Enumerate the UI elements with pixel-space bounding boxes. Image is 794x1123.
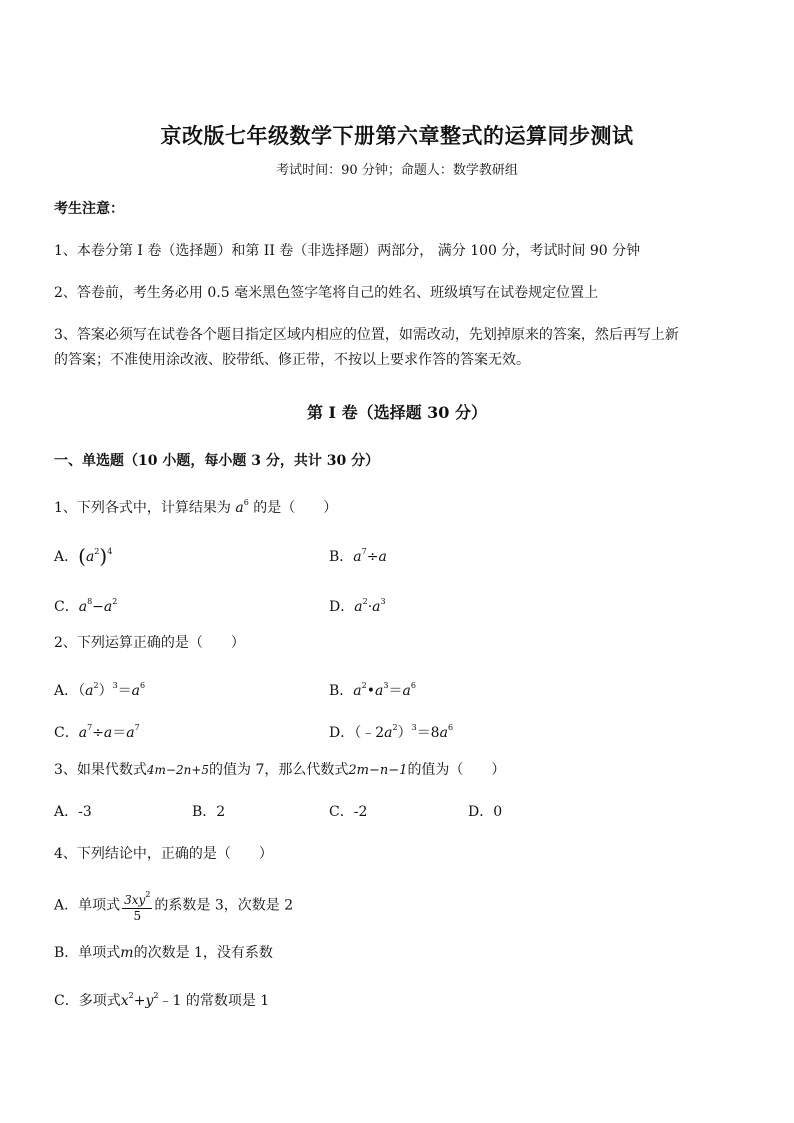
question-1-option-d[interactable]: D．$a^2\cdot a^3$: [329, 597, 386, 615]
exam-info: 考试时间：90 分钟；命题人：数学教研组: [276, 163, 518, 178]
question-4-stem: 4、下列结论中，正确的是（ ）: [54, 846, 273, 862]
fraction: $\frac{3xy^2}{5}$: [122, 887, 152, 924]
question-2-option-b[interactable]: B．$a^2•a^3=a^6$: [329, 681, 416, 699]
question-1-stem: 1、下列各式中，计算结果为 $a^6$ 的是（ ）: [54, 498, 338, 516]
question-1-option-b[interactable]: B．$a^7\div a$: [329, 547, 387, 565]
question-3-option-d[interactable]: D．0: [468, 804, 503, 820]
question-4-option-a[interactable]: A．单项式 $\frac{3xy^2}{5}$ 的系数是 3，次数是 2: [54, 887, 293, 924]
notice-item-1: 1、本卷分第 I 卷（选择题）和第 II 卷（非选择题）两部分， 满分 100 分，考试时间 90 分钟: [54, 243, 641, 259]
question-2-option-d[interactable]: D．$(﹣2a^2)^3=8a^6$: [329, 723, 454, 741]
question-2-option-c[interactable]: C．$a^7\div a=a^7$: [54, 723, 140, 741]
question-1-option-a[interactable]: A．$(a^2)^4$: [54, 544, 113, 568]
question-3-option-a[interactable]: A．-3: [54, 804, 92, 820]
notice-heading: 考生注意：: [54, 201, 124, 217]
question-1-option-c[interactable]: C．$a^8-a^2$: [54, 597, 118, 615]
notice-item-3-cont: 的答案；不准使用涂改液、胶带纸、修正带，不按以上要求作答的答案无效。: [54, 352, 530, 368]
part-heading: 一、单选题（10 小题，每小题 3 分，共计 30 分）: [54, 453, 380, 469]
question-2-option-a[interactable]: A．$(a^2)^3=a^6$: [54, 681, 146, 699]
notice-item-2: 2、答卷前，考生务必用 0.5 毫米黑色签字笔将自己的姓名、班级填写在试卷规定位置上: [54, 285, 599, 301]
section-title: 第 I 卷（选择题 30 分）: [306, 403, 488, 422]
question-4-option-c[interactable]: C．多项式$x^2+y^2﹣1$ 的常数项是 1: [54, 991, 270, 1009]
question-4-option-b[interactable]: B．单项式m的次数是 1，没有系数: [54, 945, 273, 961]
question-3-option-c[interactable]: C．-2: [329, 804, 368, 820]
question-3-option-b[interactable]: B．2: [192, 804, 226, 820]
page-title: 京改版七年级数学下册第六章整式的运算同步测试: [160, 123, 634, 148]
question-2-stem: 2、下列运算正确的是（ ）: [54, 635, 245, 651]
notice-item-3: 3、答案必须写在试卷各个题目指定区域内相应的位置，如需改动，先划掉原来的答案，然后再写上新: [54, 327, 679, 343]
question-3-stem: 3、如果代数式4m−2n+5的值为 7，那么代数式2m−n−1的值为（ ）: [54, 762, 506, 778]
